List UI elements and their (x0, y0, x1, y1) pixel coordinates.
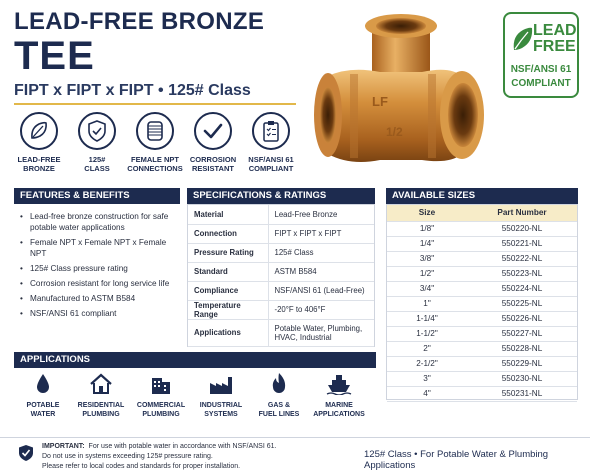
list-item: • Female NPT x Female NPT x Female NPT (20, 237, 180, 259)
application-gas-fuel (250, 370, 308, 419)
part-number-cell: 550225-NL (467, 296, 577, 311)
application-label: PLUMBING (142, 410, 180, 418)
size-cell: 1/2" (387, 266, 467, 281)
table-row (188, 205, 374, 224)
spec-value: Potable Water, Plumbing, HVAC, Industrial (268, 319, 374, 346)
application-label: MARINE (325, 402, 353, 409)
application-label: POTABLE (26, 402, 60, 409)
table-row (387, 386, 577, 401)
leaf-icon (511, 26, 533, 52)
feature-nsf-compliant (242, 112, 300, 173)
list-item: • Manufactured to ASTM B584 (20, 293, 180, 304)
size-cell: 2" (387, 341, 467, 356)
water-drop-icon (35, 373, 51, 395)
application-label: PLUMBING (82, 410, 120, 418)
feature-label: CLASS (84, 164, 110, 173)
table-row (188, 262, 374, 281)
specs-box (187, 204, 375, 347)
part-number-cell: 550223-NL (467, 266, 577, 281)
footer (0, 437, 590, 472)
table-row (387, 341, 577, 356)
column-header: Size (387, 205, 467, 221)
application-label: INDUSTRIAL (199, 402, 243, 409)
shield-check-icon (87, 120, 107, 142)
footer-line2: Do not use in systems exceeding 125# pressure rating. (42, 453, 213, 460)
house-icon (89, 373, 113, 395)
size-cell: 3" (387, 371, 467, 386)
application-label: FUEL LINES (258, 410, 300, 418)
badge-line2: FREE (533, 38, 576, 55)
size-cell: 1/8" (387, 221, 467, 236)
table-row (387, 371, 577, 386)
factory-icon (208, 373, 234, 395)
feature-label: LEAD-FREE (17, 155, 61, 164)
building-icon (149, 373, 173, 395)
list-item: • 125# Class pressure rating (20, 263, 180, 274)
specs-header: SPECIFICATIONS & RATINGS (187, 188, 375, 204)
application-marine (310, 370, 368, 419)
ship-icon (326, 373, 352, 395)
specs-table (188, 205, 374, 347)
table-header-row (387, 205, 577, 221)
clipboard-icon (262, 120, 280, 142)
feature-female-npt (126, 112, 184, 173)
badge-cert-line2: COMPLIANT (511, 78, 571, 89)
table-row (188, 319, 374, 346)
table-row (188, 281, 374, 300)
part-number-cell: 550227-NL (467, 326, 577, 341)
feature-label: RESISTANT (192, 164, 234, 173)
list-item: • NSF/ANSI 61 compliant (20, 308, 180, 319)
lead-free-badge (503, 12, 579, 98)
column-header: Part Number (467, 205, 577, 221)
feature-label: NSF/ANSI 61 (248, 155, 294, 164)
spec-key: Standard (188, 262, 268, 281)
part-number-cell: 550228-NL (467, 341, 577, 356)
leaf-icon (29, 121, 49, 141)
application-label: RESIDENTIAL (77, 402, 125, 409)
table-row (387, 296, 577, 311)
feature-label: 125# (88, 155, 106, 164)
application-label: GAS & (267, 402, 291, 409)
size-cell: 1" (387, 296, 467, 311)
application-industrial (192, 370, 250, 419)
spec-value: 125# Class (268, 243, 374, 262)
part-number-cell: 550224-NL (467, 281, 577, 296)
application-commercial (132, 370, 190, 419)
table-row (387, 326, 577, 341)
important-label: IMPORTANT: (42, 443, 85, 450)
size-cell: 2-1/2" (387, 356, 467, 371)
application-label: APPLICATIONS (313, 410, 365, 418)
part-number-cell: 550230-NL (467, 371, 577, 386)
application-label: COMMERCIAL (136, 402, 186, 409)
size-cell: 4" (387, 386, 467, 401)
part-number-cell: 550221-NL (467, 236, 577, 251)
page-title-line2: TEE (14, 34, 95, 78)
spec-key: Pressure Rating (188, 243, 268, 262)
shield-check-icon (18, 444, 34, 462)
size-cell: 1/4" (387, 236, 467, 251)
spec-value: Lead-Free Bronze (268, 205, 374, 224)
table-row (387, 266, 577, 281)
spec-value: NSF/ANSI 61 (Lead-Free) (268, 281, 374, 300)
feature-label: CONNECTIONS (127, 164, 183, 173)
bronze-tee-image (310, 14, 490, 182)
table-row (188, 243, 374, 262)
page-subtitle: FIPT x FIPT x FIPT • 125# Class (14, 82, 251, 99)
sizes-table (387, 205, 577, 402)
size-cell: 1-1/2" (387, 326, 467, 341)
application-label: WATER (30, 410, 56, 418)
table-row (188, 224, 374, 243)
feature-label: FEMALE NPT (131, 155, 179, 164)
feature-lead-free (10, 112, 68, 173)
sizes-box (386, 204, 578, 400)
page-title-line1: LEAD-FREE BRONZE (14, 8, 265, 35)
size-cell: 3/8" (387, 251, 467, 266)
spec-key: Compliance (188, 281, 268, 300)
features-list (20, 211, 180, 323)
footer-line1 (42, 443, 276, 450)
feature-icons-row (10, 112, 300, 180)
table-row (387, 221, 577, 236)
spec-value: FIPT x FIPT x FIPT (268, 224, 374, 243)
part-number-cell: 550220-NL (467, 221, 577, 236)
footer-text: For use with potable water in accordance with NSF/ANSI 61. (88, 443, 277, 450)
badge-cert-line1: NSF/ANSI 61 (510, 64, 572, 75)
size-mark: 1/2 (386, 125, 403, 139)
part-number-cell: 550222-NL (467, 251, 577, 266)
features-header: FEATURES & BENEFITS (14, 188, 180, 204)
size-cell: 1-1/4" (387, 311, 467, 326)
part-number-cell: 550229-NL (467, 356, 577, 371)
part-number-cell: 550231-NL (467, 386, 577, 401)
badge-line1: LEAD (533, 22, 577, 39)
lf-mark: LF (372, 94, 388, 109)
feature-corrosion-resistant (184, 112, 242, 173)
applications-row (14, 370, 376, 430)
feature-label: COMPLIANT (248, 164, 294, 173)
footer-line3: Please refer to local codes and standards for proper installation. (42, 463, 241, 470)
application-potable-water (14, 370, 72, 419)
spec-key: Material (188, 205, 268, 224)
feature-label: BRONZE (23, 164, 55, 173)
flame-icon (270, 372, 288, 396)
spec-key: Connection (188, 224, 268, 243)
feature-125-class (68, 112, 126, 173)
applications-header: APPLICATIONS (14, 352, 376, 368)
footer-right-text: 125# Class • For Potable Water & Plumbing Applications (364, 449, 549, 471)
part-number-cell: 550226-NL (467, 311, 577, 326)
table-row (387, 311, 577, 326)
sizes-header: AVAILABLE SIZES (386, 188, 578, 204)
spec-key: Applications (188, 319, 268, 346)
list-item: • Corrosion resistant for long service life (20, 278, 180, 289)
table-row (387, 236, 577, 251)
threads-icon (145, 120, 165, 142)
application-residential (72, 370, 130, 419)
size-cell: 3/4" (387, 281, 467, 296)
feature-label: CORROSION (189, 155, 237, 164)
title-divider (14, 103, 296, 105)
table-row (387, 281, 577, 296)
table-row (387, 251, 577, 266)
table-row (387, 356, 577, 371)
spec-key: Temperature Range (188, 300, 268, 319)
spec-value: ASTM B584 (268, 262, 374, 281)
check-icon (202, 121, 224, 141)
table-row (188, 300, 374, 319)
application-label: SYSTEMS (204, 410, 238, 418)
spec-value: -20°F to 406°F (268, 300, 374, 319)
list-item: • Lead-free bronze construction for safe potable water applications (20, 211, 180, 233)
